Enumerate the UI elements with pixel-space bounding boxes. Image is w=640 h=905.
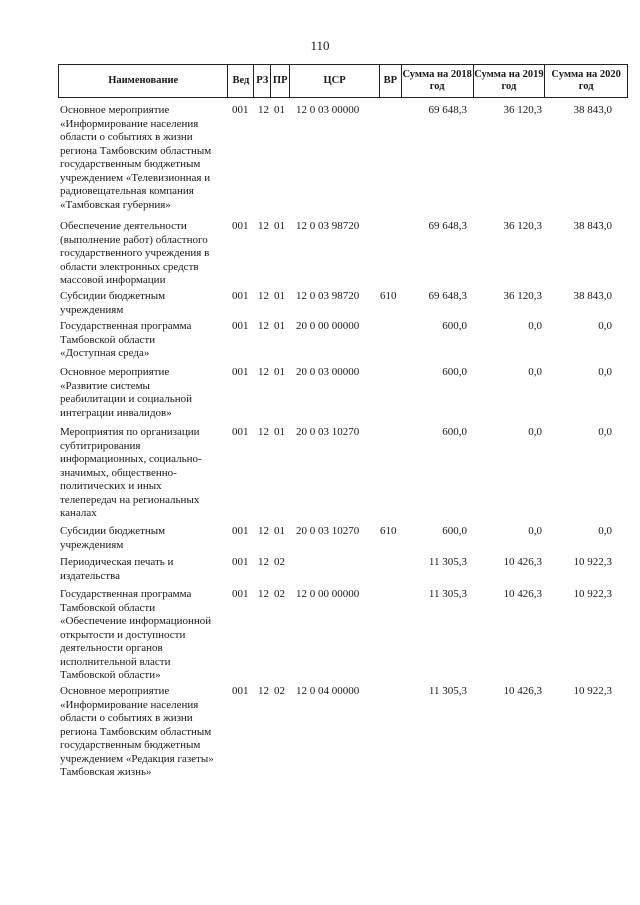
row-name: Государственная программа Тамбовской области «Обеспечение информационной открытости и доступности деятельности органов исполнительной власти Тамбовской области» (60, 588, 212, 681)
row-ved: 001 (232, 290, 249, 302)
row-name: Периодическая печать и издательства (60, 556, 174, 582)
row-name: Основное мероприятие «Развитие системы реабилитации и социальной интеграции инвалидов» (60, 366, 193, 419)
row-pr: 01 (274, 366, 285, 378)
row-name: Обеспечение деятельности (выполнение работ) областного государственного учреждения в области электронных средств массовой информации (60, 220, 210, 286)
row-ved: 001 (232, 685, 249, 697)
row-rz: 12 (258, 320, 269, 332)
row-sum2020: 0,0 (598, 525, 612, 537)
row-sum2019: 36 120,3 (503, 220, 542, 232)
row-sum2018: 11 305,3 (428, 588, 467, 600)
row-csr: 20 0 03 10270 (296, 525, 360, 537)
row-sum2019: 0,0 (528, 525, 542, 537)
header-pr: ПР (271, 65, 290, 97)
row-pr: 02 (274, 588, 285, 600)
row-sum2019: 36 120,3 (503, 104, 542, 116)
row-sum2019: 10 426,3 (503, 685, 542, 697)
row-vr: 610 (380, 290, 397, 302)
row-ved: 001 (232, 426, 249, 438)
row-csr: 12 0 00 00000 (296, 588, 360, 600)
row-csr: 20 0 03 10270 (296, 426, 360, 438)
row-sum2019: 0,0 (528, 320, 542, 332)
row-sum2020: 10 922,3 (573, 556, 612, 568)
row-rz: 12 (258, 366, 269, 378)
row-sum2019: 10 426,3 (503, 556, 542, 568)
row-sum2020: 10 922,3 (573, 588, 612, 600)
row-sum2018: 69 648,3 (428, 220, 467, 232)
row-sum2018: 600,0 (442, 366, 467, 378)
row-pr: 02 (274, 685, 285, 697)
row-rz: 12 (258, 556, 269, 568)
row-sum2018: 69 648,3 (428, 290, 467, 302)
row-sum2018: 11 305,3 (428, 685, 467, 697)
row-name: Основное мероприятие «Информирование населения области о событиях в жизни региона Тамбовским областным государственным бюджетным учреждением «Телевизионная и радиовещательная компания «Тамбовская губерния» (60, 104, 212, 211)
row-sum2019: 0,0 (528, 426, 542, 438)
row-sum2018: 600,0 (442, 426, 467, 438)
row-sum2020: 38 843,0 (573, 104, 612, 116)
page-number: 110 (310, 38, 330, 53)
row-sum2020: 10 922,3 (573, 685, 612, 697)
row-rz: 12 (258, 588, 269, 600)
row-sum2020: 38 843,0 (573, 220, 612, 232)
header-rz: РЗ (254, 65, 271, 97)
row-name: Мероприятия по организации субтитрирования информационных, социально- значимых, общественно- политических и иных телепередач на региональных каналах (60, 426, 202, 519)
row-sum2018: 11 305,3 (428, 556, 467, 568)
row-sum2019: 0,0 (528, 366, 542, 378)
row-rz: 12 (258, 525, 269, 537)
row-rz: 12 (258, 290, 269, 302)
header-sum2018: Сумма на 2018 год (402, 65, 474, 97)
row-sum2020: 38 843,0 (573, 290, 612, 302)
row-csr: 12 0 03 98720 (296, 290, 360, 302)
row-pr: 02 (274, 556, 285, 568)
row-ved: 001 (232, 588, 249, 600)
row-csr: 20 0 03 00000 (296, 366, 360, 378)
row-csr: 20 0 00 00000 (296, 320, 360, 332)
row-pr: 01 (274, 320, 285, 332)
row-ved: 001 (232, 104, 249, 116)
row-rz: 12 (258, 426, 269, 438)
row-rz: 12 (258, 685, 269, 697)
row-csr: 12 0 04 00000 (296, 685, 360, 697)
row-name: Субсидии бюджетным учреждениям (60, 290, 166, 316)
row-csr: 12 0 03 98720 (296, 220, 360, 232)
row-rz: 12 (258, 104, 269, 116)
row-pr: 01 (274, 525, 285, 537)
row-ved: 001 (232, 320, 249, 332)
row-name: Государственная программа Тамбовской области «Доступная среда» (60, 320, 192, 359)
row-sum2018: 600,0 (442, 320, 467, 332)
row-ved: 001 (232, 525, 249, 537)
row-ved: 001 (232, 556, 249, 568)
header-sum2020: Сумма на 2020 год (551, 69, 621, 92)
row-pr: 01 (274, 426, 285, 438)
row-sum2020: 0,0 (598, 320, 612, 332)
header-name: Наименование (59, 65, 228, 97)
row-pr: 01 (274, 290, 285, 302)
row-sum2020: 0,0 (598, 366, 612, 378)
row-vr: 610 (380, 525, 397, 537)
header-ved: Вед (228, 65, 254, 97)
header-vr: ВР (380, 65, 402, 97)
row-pr: 01 (274, 104, 285, 116)
row-sum2020: 0,0 (598, 426, 612, 438)
row-sum2018: 600,0 (442, 525, 467, 537)
header-csr: ЦСР (290, 65, 380, 97)
row-sum2018: 69 648,3 (428, 104, 467, 116)
row-ved: 001 (232, 366, 249, 378)
row-sum2019: 36 120,3 (503, 290, 542, 302)
row-sum2019: 10 426,3 (503, 588, 542, 600)
header-sum2019: Сумма на 2019 год (474, 65, 546, 97)
row-rz: 12 (258, 220, 269, 232)
row-csr: 12 0 03 00000 (296, 104, 360, 116)
row-pr: 01 (274, 220, 285, 232)
row-ved: 001 (232, 220, 249, 232)
row-name: Основное мероприятие «Информирование населения области о событиях в жизни региона Тамбовским областным государственным бюджетным учреждением «Редакция газеты» Тамбовская жизнь» (60, 685, 214, 778)
row-name: Субсидии бюджетным учреждениям (60, 525, 166, 551)
